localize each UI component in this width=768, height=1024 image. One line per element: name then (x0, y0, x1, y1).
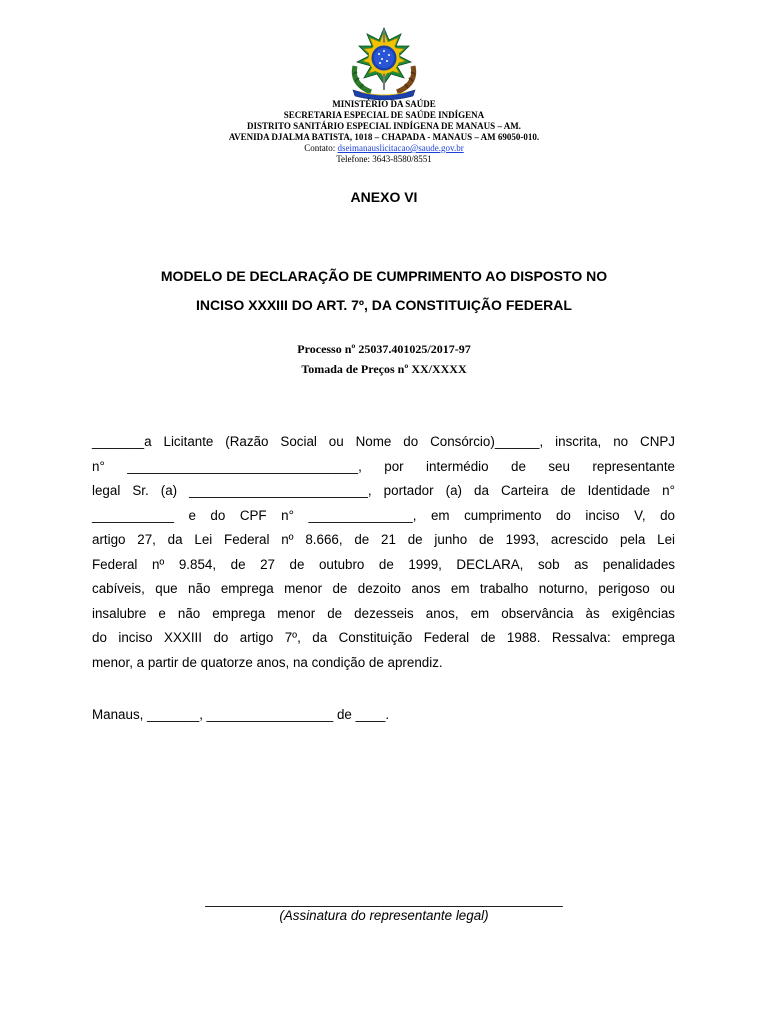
declaration-line: artigo 27, da Lei Federal nº 8.666, de 21 de junho de 1993, acrescido pela Lei (92, 532, 675, 547)
brazil-coat-of-arms-emblem (341, 26, 427, 100)
declaration-line: Federal nº 9.854, de 27 de outubro de 1999, DECLARA, sob as penalidades (92, 556, 675, 572)
document-title (0, 262, 768, 320)
contact-label: Contato: (304, 143, 336, 153)
declaration-line: insalubre e não emprega menor de dezesseis anos, em observância às exigências (92, 605, 675, 621)
declaration-line: n° _______________________________, por intermédio de seu representante (92, 458, 675, 474)
process-info (0, 339, 768, 379)
district-name: DISTRITO SANITÁRIO ESPECIAL INDÍGENA DE MANAUS – AM. (247, 121, 521, 131)
process-number: Processo nº 25037.401025/2017-97 (297, 342, 471, 356)
declaration-line: do inciso XXXIII do artigo 7º, da Constituição Federal de 1988. Ressalva: emprega (92, 630, 675, 645)
signature-line: ________________________________________________ (205, 892, 563, 907)
tender-number: Tomada de Preços nº XX/XXXX (301, 362, 467, 376)
declaration-line: legal Sr. (a) ________________________, portador (a) da Carteira de Identidade n° (92, 483, 675, 498)
declaration-body (92, 430, 675, 675)
contact-email-link[interactable]: dseimanauslicitacao@saude.gov.br (337, 143, 464, 153)
title-line-2: INCISO XXXIII DO ART. 7º, DA CONSTITUIÇÃO FEDERAL (196, 297, 572, 313)
annex-title: ANEXO VI (350, 189, 418, 205)
letterhead (0, 99, 768, 165)
declaration-line: ___________ e do CPF n° ______________, em cumprimento do inciso V, do (92, 507, 675, 523)
contact-line (0, 143, 768, 154)
signature-caption: (Assinatura do representante legal) (279, 908, 489, 923)
declaration-line: cabíveis, que não emprega menor de dezoito anos em trabalho noturno, perigoso ou (92, 581, 675, 596)
ministry-name: MINISTÉRIO DA SAÚDE (332, 99, 436, 109)
declaration-line: menor, a partir de quatorze anos, na condição de aprendiz. (92, 654, 443, 670)
place-and-date: Manaus, _______, _________________ de ____. (92, 707, 390, 722)
secretariat-name: SECRETARIA ESPECIAL DE SAÚDE INDÍGENA (283, 110, 485, 120)
phone-line: Telefone: 3643-8580/8551 (336, 154, 432, 164)
address: AVENIDA DJALMA BATISTA, 1018 – CHAPADA - MANAUS – AM 69050-010. (228, 132, 540, 142)
declaration-line: _______a Licitante (Razão Social ou Nome do Consórcio)______, inscrita, no CNPJ (92, 434, 675, 449)
title-line-1: MODELO DE DECLARAÇÃO DE CUMPRIMENTO AO DISPOSTO NO (160, 268, 608, 284)
